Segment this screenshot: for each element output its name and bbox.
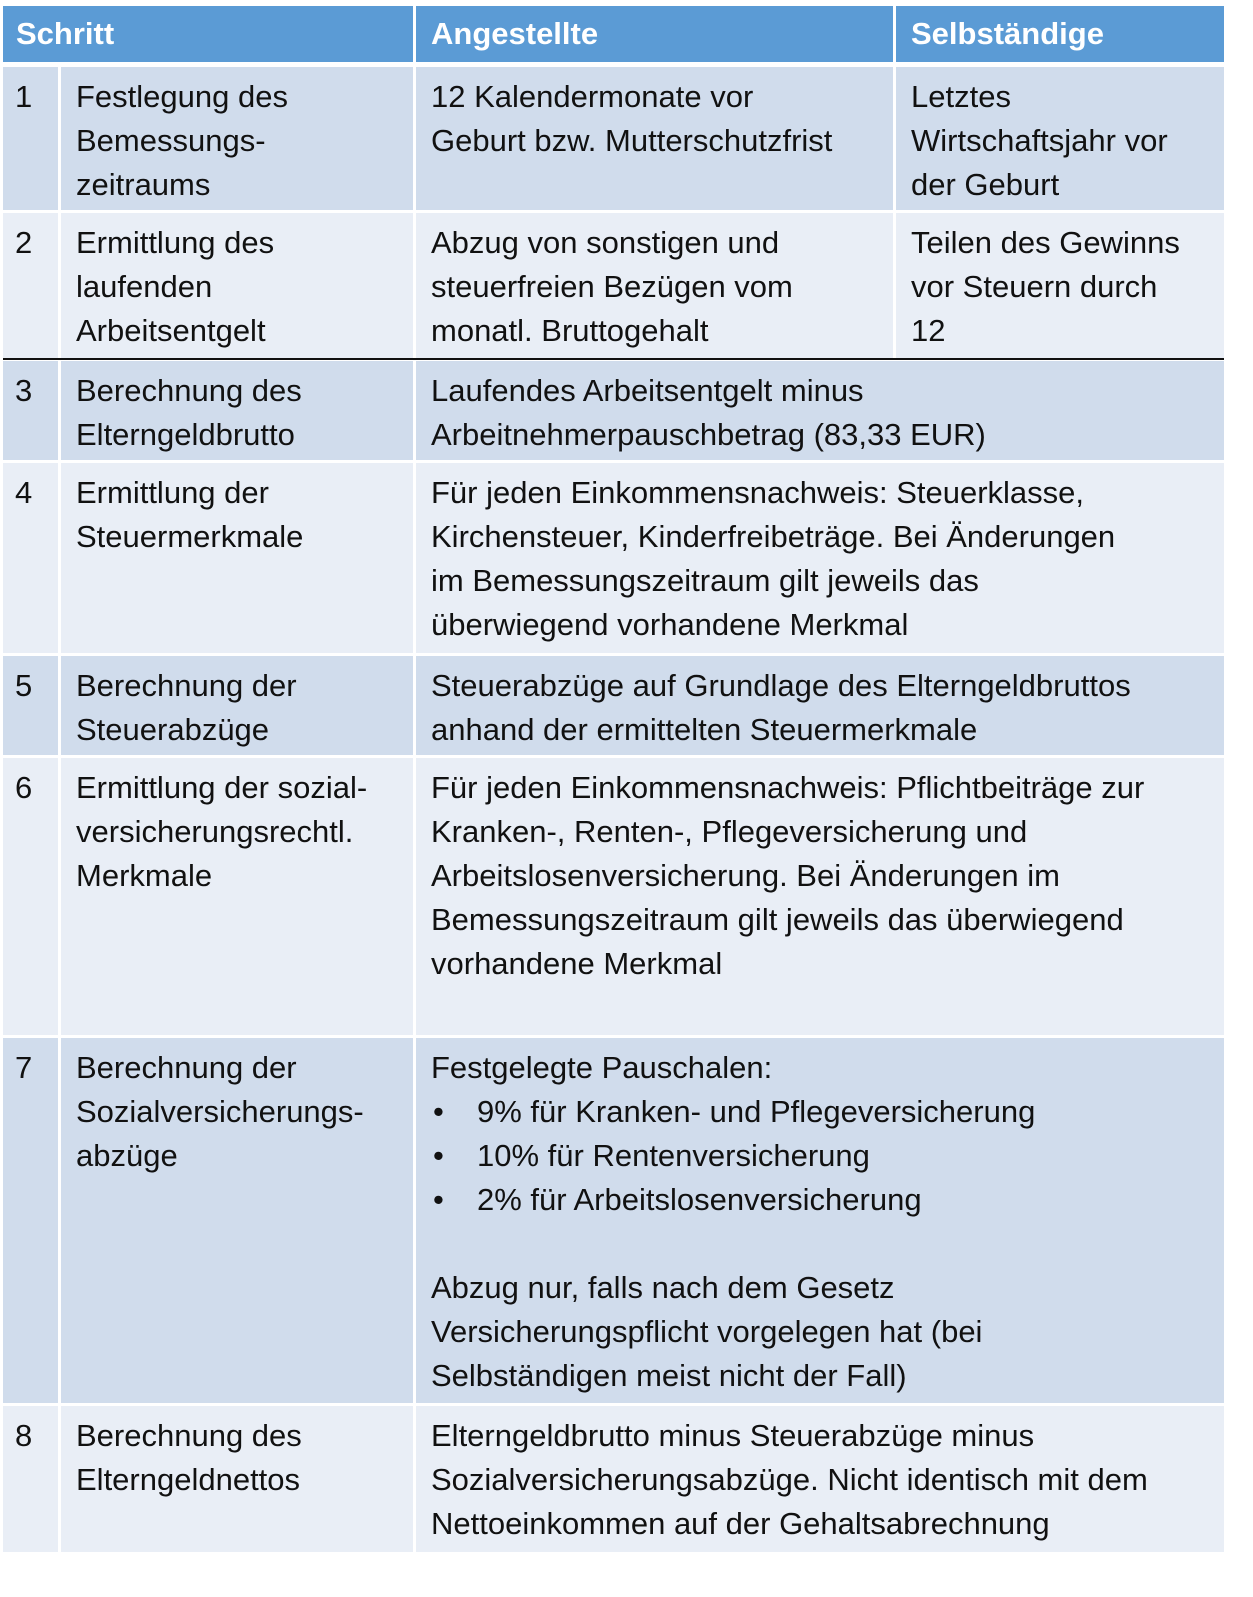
table-row-4 <box>3 463 1224 653</box>
table-row-7 <box>3 1038 1224 1403</box>
step-number: 4 <box>15 475 33 510</box>
selbstaendige-cell: Letztes Wirtschaftsjahr vor der Geburt <box>893 67 1224 210</box>
step-number: 6 <box>15 770 33 805</box>
table-row-6 <box>3 758 1224 1035</box>
angestellte-cell: 12 Kalendermonate vor Geburt bzw. Mutterschutzfrist <box>413 67 893 210</box>
pauschalen-note: Abzug nur, falls nach dem Gesetz Versicherungspflicht vorgelegen hat (bei Selbständigen meist nicht der Fall) <box>431 1270 983 1393</box>
bullet-icon: • <box>433 1138 444 1173</box>
step-label: Ermittlung der sozial- versicherungsrechtl. Merkmale <box>58 758 413 1035</box>
header-selbstaendige: Selbständige <box>893 6 1224 62</box>
header-angestellte: Angestellte <box>413 6 893 62</box>
header-schritt: Schritt <box>16 16 115 51</box>
step-number: 5 <box>15 668 33 703</box>
step-number: 7 <box>15 1050 33 1085</box>
bullet-icon: • <box>433 1182 444 1217</box>
step-number: 2 <box>15 225 33 260</box>
section-divider-line <box>3 358 1224 360</box>
step-label: Festlegung des Bemessungs- zeitraums <box>58 67 413 210</box>
combined-cell: Für jeden Einkommensnachweis: Pflichtbeiträge zur Kranken-, Renten-, Pflegeversicherung und Arbeitslosenversicherung. Bei Änderungen im Bemessungszeitraum gilt jeweils das überwiegend vorhandene Merkmal <box>413 758 1224 1035</box>
pauschalen-intro: Festgelegte Pauschalen: <box>431 1050 773 1085</box>
table-row-1 <box>3 67 1224 210</box>
table-row-5 <box>3 656 1224 755</box>
spacer <box>431 1222 1216 1266</box>
combined-cell: Für jeden Einkommensnachweis: Steuerklasse, Kirchensteuer, Kinderfreibeträge. Bei Änderungen im Bemessungszeitraum gilt jeweils das überwiegend vorhandene Merkmal <box>413 463 1224 653</box>
pauschalen-list <box>431 1090 1216 1222</box>
combined-cell <box>413 1038 1224 1403</box>
list-item: • 2% für Arbeitslosenversicherung <box>431 1178 1216 1222</box>
step-number: 8 <box>15 1418 33 1453</box>
table-row-8 <box>3 1406 1224 1552</box>
angestellte-cell: Abzug von sonstigen und steuerfreien Bezügen vom monatl. Bruttogehalt <box>413 213 893 358</box>
list-item: • 9% für Kranken- und Pflegeversicherung <box>431 1090 1216 1134</box>
step-number: 3 <box>15 373 33 408</box>
step-label: Berechnung des Elterngeldnettos <box>58 1406 413 1552</box>
selbstaendige-cell: Teilen des Gewinns vor Steuern durch 12 <box>893 213 1224 358</box>
combined-cell: Laufendes Arbeitsentgelt minus Arbeitnehmerpauschbetrag (83,33 EUR) <box>413 361 1224 460</box>
table-header-row <box>3 6 1224 62</box>
step-label: Berechnung des Elterngeldbrutto <box>58 361 413 460</box>
table-row-2 <box>3 213 1224 358</box>
step-label: Berechnung der Steuerabzüge <box>58 656 413 755</box>
step-label: Ermittlung des laufenden Arbeitsentgelt <box>58 213 413 358</box>
combined-cell: Steuerabzüge auf Grundlage des Elterngeldbruttos anhand der ermittelten Steuermerkmale <box>413 656 1224 755</box>
step-label: Berechnung der Sozialversicherungs- abzüge <box>58 1038 413 1403</box>
step-label: Ermittlung der Steuermerkmale <box>58 463 413 653</box>
table-row-3 <box>3 361 1224 460</box>
list-item: • 10% für Rentenversicherung <box>431 1134 1216 1178</box>
combined-cell: Elterngeldbrutto minus Steuerabzüge minus Sozialversicherungsabzüge. Nicht identisch mit dem Nettoeinkommen auf der Gehaltsabrechnung <box>413 1406 1224 1552</box>
step-number: 1 <box>15 79 33 114</box>
bullet-icon: • <box>433 1094 444 1129</box>
